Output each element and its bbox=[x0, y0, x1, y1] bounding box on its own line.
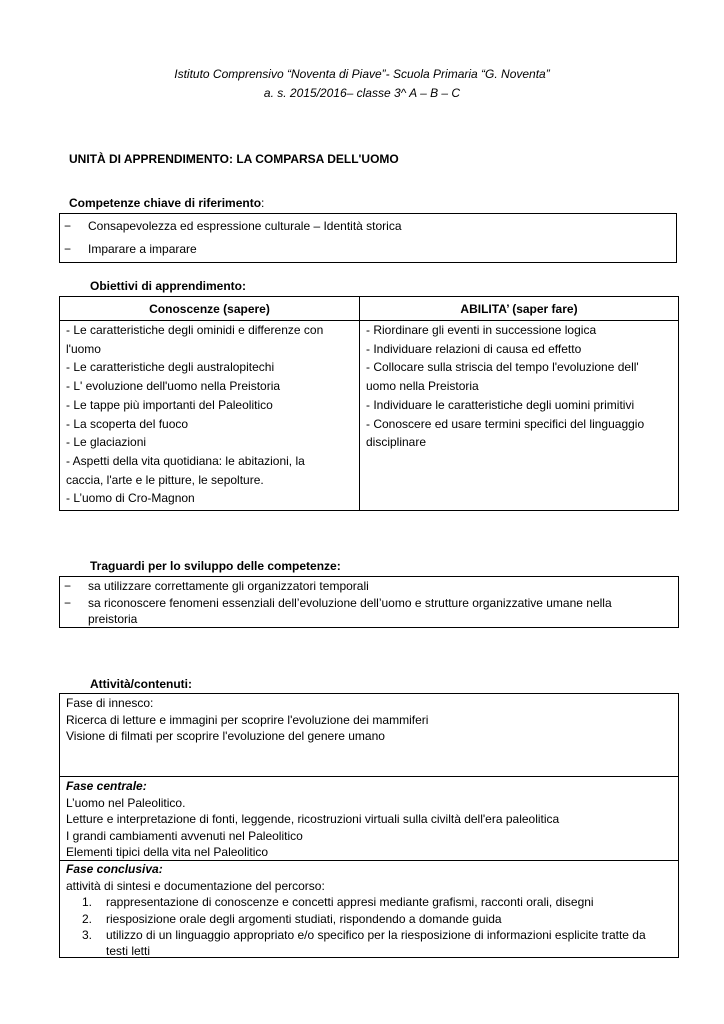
competenze-heading: Competenze chiave di riferimento bbox=[69, 196, 262, 210]
competenze-item: − Consapevolezza ed espressione culturale – Identità storica bbox=[64, 219, 402, 233]
row-divider bbox=[60, 776, 678, 777]
abilita-header: ABILITA’ (saper fare) bbox=[460, 302, 578, 316]
cell-line: - La scoperta del fuoco bbox=[66, 416, 189, 431]
fase-innesco bbox=[60, 695, 678, 745]
traguardi-item-continuation: preistoria bbox=[88, 612, 138, 626]
innesco-title: Fase di innesco: bbox=[66, 696, 154, 710]
traguardi-heading: Traguardi per lo sviluppo delle competenze: bbox=[90, 559, 341, 573]
unit-title: UNITÀ DI APPRENDIMENTO: LA COMPARSA DELL'UOMO bbox=[69, 152, 399, 166]
competenze-colon: : bbox=[261, 196, 265, 210]
conclusiva-title: Fase conclusiva: bbox=[66, 862, 163, 876]
competenze-heading-row bbox=[69, 196, 264, 210]
centrale-line: L’uomo nel Paleolitico. bbox=[66, 795, 186, 810]
innesco-line: Visione di filmati per scoprire l'evoluzione del genere umano bbox=[66, 729, 385, 744]
cell-line: - Conoscere ed usare termini specifici del linguaggio bbox=[366, 416, 645, 431]
abilita-cell bbox=[360, 321, 678, 452]
centrale-line: I grandi cambiamenti avvenuti nel Paleolitico bbox=[66, 828, 303, 843]
cell-line: - Collocare sulla striscia del tempo l'evoluzione dell' bbox=[366, 360, 639, 375]
school-year-line: a. s. 2015/2016– classe 3^ A – B – C bbox=[263, 86, 461, 100]
competenze-box bbox=[59, 213, 677, 263]
traguardi-item: − sa riconoscere fenomeni essenziali dell’evoluzione dell’uomo e strutture organizzative umane nella bbox=[64, 595, 612, 610]
centrale-title: Fase centrale: bbox=[66, 779, 147, 793]
cell-line: - L’uomo di Cro-Magnon bbox=[66, 491, 195, 506]
cell-line: - Aspetti della vita quotidiana: le abitazioni, la bbox=[66, 453, 305, 468]
conclusiva-item: 2. riesposizione orale degli argomenti studiati, rispondendo a domande guida bbox=[82, 911, 502, 926]
cell-line: - Riordinare gli eventi in successione logica bbox=[366, 323, 597, 337]
centrale-line: Elementi tipici della vita nel Paleolitico bbox=[66, 845, 269, 860]
cell-line: l'uomo bbox=[66, 341, 101, 356]
cell-line: - Le caratteristiche degli australopitechi bbox=[66, 360, 275, 375]
cell-line: - Individuare relazioni di causa ed effetto bbox=[366, 341, 582, 356]
conoscenze-cell bbox=[60, 321, 359, 508]
innesco-line: Ricerca di letture e immagini per scoprire l'evoluzione dei mammiferi bbox=[66, 712, 429, 727]
obiettivi-heading: Obiettivi di apprendimento: bbox=[90, 279, 247, 293]
obiettivi-table bbox=[59, 296, 679, 511]
cell-line: uomo nella Preistoria bbox=[366, 379, 479, 394]
traguardi-item: − sa utilizzare correttamente gli organizzatori temporali bbox=[64, 579, 369, 593]
fase-centrale bbox=[60, 778, 678, 861]
attivita-table bbox=[59, 693, 679, 958]
cell-line: - Individuare le caratteristiche degli uomini primitivi bbox=[366, 397, 635, 412]
fase-conclusiva bbox=[60, 861, 678, 960]
traguardi-box bbox=[59, 576, 679, 628]
cell-line: - Le tappe più importanti del Paleolitico bbox=[66, 397, 273, 412]
conclusiva-item: 1. rappresentazione di conoscenze e concetti appresi mediante grafismi, racconti orali, disegni bbox=[82, 895, 594, 910]
cell-line: disciplinare bbox=[366, 435, 427, 450]
conclusiva-intro: attività di sintesi e documentazione del percorso: bbox=[66, 878, 325, 893]
competenze-item: − Imparare a imparare bbox=[64, 242, 197, 256]
cell-line: - Le caratteristiche degli ominidi e differenze con bbox=[66, 323, 324, 337]
school-header-line: Istituto Comprensivo “Noventa di Piave”- Scuola Primaria “G. Noventa” bbox=[174, 67, 550, 81]
conclusiva-item: 3. utilizzo di un linguaggio appropriato e/o specifico per la riesposizione di informazioni esplicite tratte da bbox=[82, 928, 646, 942]
cell-line: - Le glaciazioni bbox=[66, 435, 147, 450]
cell-line: - L' evoluzione dell'uomo nella Preistoria bbox=[66, 379, 281, 394]
attivita-heading: Attività/contenuti: bbox=[90, 677, 192, 691]
conclusiva-item-continuation: testi letti bbox=[106, 944, 151, 959]
conoscenze-header: Conoscenze (sapere) bbox=[149, 302, 270, 316]
centrale-line: Letture e interpretazione di fonti, leggende, ricostruzioni virtuali sulla civiltà dell'era paleolitica bbox=[66, 812, 560, 827]
cell-line: caccia, l'arte e le pitture, le sepolture. bbox=[66, 472, 264, 487]
